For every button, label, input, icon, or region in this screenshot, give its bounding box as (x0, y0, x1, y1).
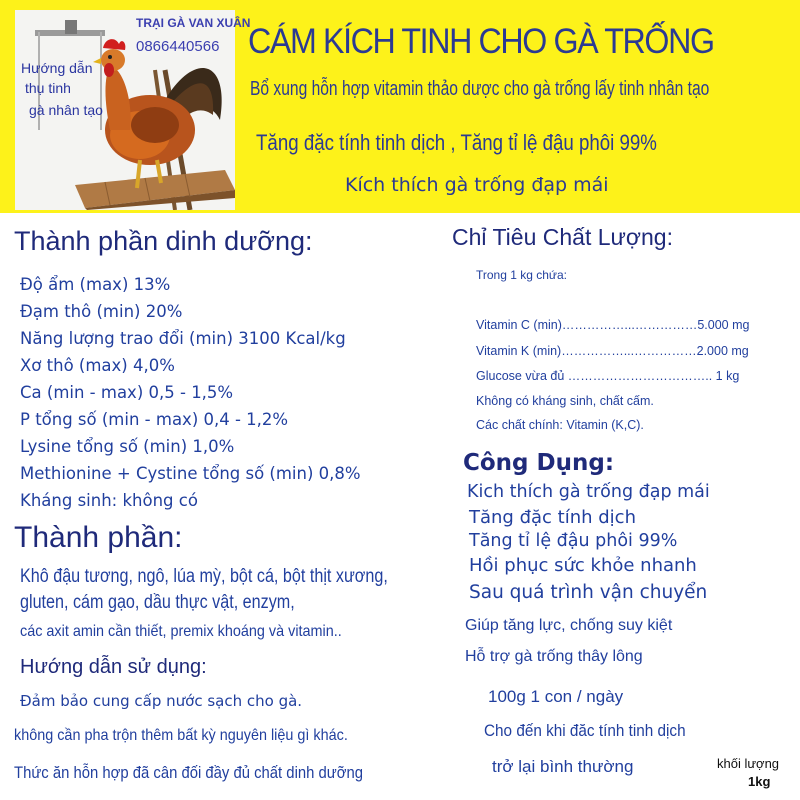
photo-caption-3: gà nhân tạo (29, 102, 103, 118)
nutrition-item: Ca (min - max) 0,5 - 1,5% (20, 383, 234, 402)
nutrition-item: P tổng số (min - max) 0,4 - 1,2% (20, 410, 289, 429)
quality-heading: Chỉ Tiêu Chất Lượng: (452, 224, 673, 250)
usage-line: Thức ăn hỗn hợp đã cân đối đầy đủ chất dinh dưỡng (14, 764, 363, 782)
weight-value: 1kg (748, 774, 771, 789)
usage-line: không cần pha trộn thêm bất kỳ nguyên liệu gì khác. (14, 727, 348, 744)
benefit-item: Tăng đặc tính dịch (469, 507, 636, 528)
usage-heading: Hướng dẫn sử dụng: (20, 656, 207, 678)
subtitle-fertility: Tăng đặc tính tinh dịch , Tăng tỉ lệ đậu phôi 99% (256, 130, 657, 155)
nutrition-item: Đạm thô (min) 20% (20, 302, 183, 321)
nutrition-item: Xơ thô (max) 4,0% (20, 356, 175, 375)
quality-line: Vitamin C (min)……………...……………5.000 mg (476, 318, 750, 332)
quality-per-kg: Trong 1 kg chứa: (476, 268, 567, 282)
quality-line: Các chất chính: Vitamin (K,C). (476, 418, 644, 432)
benefits-heading: Công Dụng: (463, 450, 615, 476)
benefit-item: Tăng tỉ lệ đậu phôi 99% (469, 531, 678, 551)
nutrition-item: Kháng sinh: không có (20, 491, 198, 510)
weight-label: khối lượng (717, 756, 780, 771)
ingredients-line: Khô đậu tương, ngô, lúa mỳ, bột cá, bột thịt xương, (20, 566, 388, 587)
dosage-line-3: trở lại bình thường (492, 757, 634, 776)
nutrition-item: Độ ẩm (max) 13% (20, 275, 171, 294)
ingredients-line: các axit amin cần thiết, premix khoáng và vitamin.. (20, 623, 342, 640)
benefit-item: Hồi phục sức khỏe nhanh (469, 555, 697, 576)
product-title: CÁM KÍCH TINH CHO GÀ TRỐNG (248, 22, 714, 61)
dosage-line-2: Cho đến khi đăc tính tinh dịch (484, 721, 686, 740)
benefit-item: Hỗ trợ gà trống thây lông (465, 648, 643, 665)
nutrition-heading: Thành phần dinh dưỡng: (14, 226, 313, 256)
dosage-line-1: 100g 1 con / ngày (488, 687, 624, 706)
nutrition-item: Năng lượng trao đổi (min) 3100 Kcal/kg (20, 329, 346, 348)
benefit-item: Kich thích gà trống đạp mái (467, 482, 710, 502)
photo-caption-1: Hướng dẫn (21, 60, 93, 76)
nutrition-item: Lysine tổng số (min) 1,0% (20, 437, 235, 456)
quality-line: Vitamin K (min)……………...……………2.000 mg (476, 344, 749, 358)
nutrition-item: Methionine + Cystine tổng số (min) 0,8% (20, 464, 361, 483)
phone-number: 0866440566 (136, 38, 220, 55)
quality-line: Không có kháng sinh, chất cấm. (476, 394, 654, 408)
farm-name: TRẠI GÀ VAN XUÂN (136, 16, 251, 30)
ingredients-line: gluten, cám gạo, dầu thực vật, enzym, (20, 592, 295, 613)
subtitle-mating: Kích thích gà trống đạp mái (345, 174, 609, 196)
photo-caption-2: thụ tinh (25, 80, 71, 96)
quality-line: Glucose vừa đủ …………………………….. 1 kg (476, 369, 740, 383)
usage-line: Đảm bảo cung cấp nước sạch cho gà. (20, 692, 303, 710)
ingredients-heading: Thành phần: (14, 521, 183, 554)
benefit-item: Sau quá trình vận chuyển (469, 582, 708, 603)
subtitle-vitamin: Bổ xung hỗn hợp vitamin thảo dược cho gà trống lấy tinh nhân tạo (250, 78, 710, 100)
benefit-item: Giúp tăng lực, chống suy kiệt (465, 617, 673, 634)
